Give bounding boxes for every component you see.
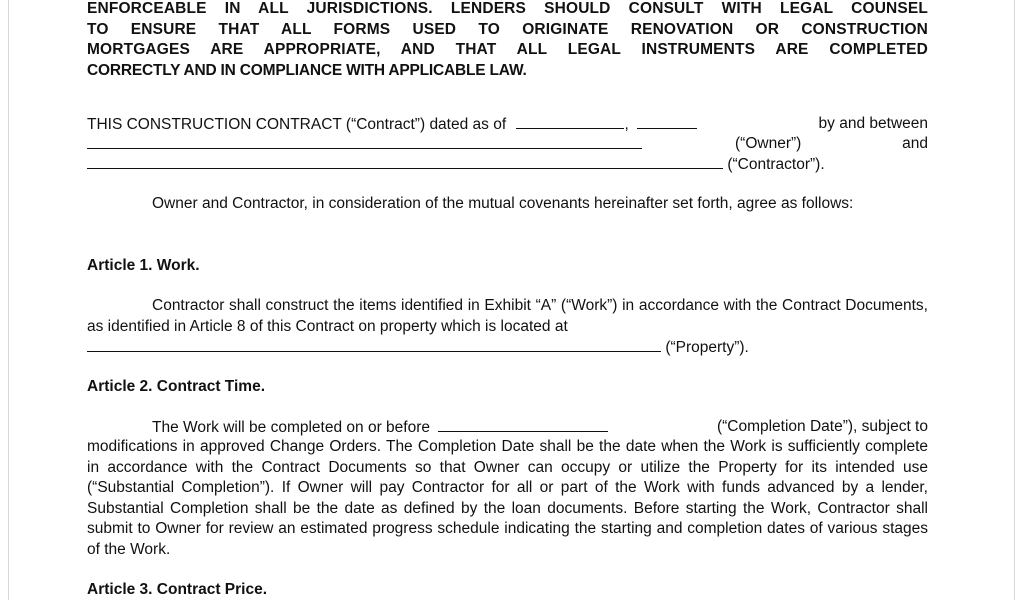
contractor-label: (“Contractor”).: [727, 156, 825, 173]
intro-lead: THIS CONSTRUCTION CONTRACT (“Contract”) dated as of: [87, 116, 507, 133]
article-3-heading: Article 3. Contract Price.: [87, 581, 268, 598]
year-blank: [637, 114, 697, 129]
contractor-name-blank: [87, 154, 723, 169]
property-label: (“Property”).: [665, 339, 749, 356]
legal-warning: [87, 0, 928, 81]
article-1-text: Contractor shall construct the items identified in Exhibit “A” (“Work”) in accordance with the Contract Documents, as identified in Article 8 of this Contract on property which is located at: [87, 297, 928, 335]
intro-and: and: [902, 135, 928, 152]
owner-name-blank: [87, 134, 642, 149]
intro-by-and-between: by and between: [818, 115, 928, 132]
article-2-first-line: [87, 417, 928, 439]
page-edge-left: [8, 0, 9, 600]
warning-line: CORRECTLY AND IN COMPLIANCE WITH APPLICABLE LAW.: [87, 61, 527, 79]
article-2-lead: The Work will be completed on or before: [152, 419, 430, 436]
completion-date-label: (“Completion Date”), subject to: [716, 418, 928, 435]
article-2-paragraph: [87, 437, 928, 560]
warning-line: MORTGAGES ARE APPROPRIATE, AND THAT ALL LEGAL INSTRUMENTS ARE COMPLETED: [87, 41, 928, 58]
article-1-paragraph: [87, 296, 928, 337]
warning-line: TO ENSURE THAT ALL FORMS USED TO ORIGINATE RENOVATION OR CONSTRUCTION: [87, 20, 928, 38]
article-1-property-line: [87, 337, 749, 359]
completion-date-blank: [438, 417, 608, 432]
recital-text: Owner and Contractor, in consideration of the mutual covenants hereinafter set forth, agree as follows:: [152, 195, 854, 212]
intro-line-2: [87, 134, 928, 156]
date-blank: [516, 114, 624, 129]
page-edge-right: [1014, 0, 1015, 600]
intro-comma: ,: [624, 116, 629, 133]
article-2-heading: Article 2. Contract Time.: [87, 378, 266, 395]
intro-line-1: [87, 114, 928, 136]
warning-line: ENFORCEABLE IN ALL JURISDICTIONS. LENDERS SHOULD CONSULT WITH LEGAL COUNSEL: [87, 0, 928, 17]
article-2-text: modifications in approved Change Orders. The Completion Date shall be the date when the Work is sufficiently complete in accordance with the Contract Documents so that Owner can occupy or utilize the Property for its intended use (“Substantial Completion”). If Owner will pay Contractor for all or part of the Work with funds advanced by a lender, Substantial Completion shall be the date as defined by the loan documents. Before starting the Work, Contractor shall submit to Owner for review an estimated progress schedule indicating the starting and completion dates of various stages of the Work.: [87, 438, 928, 558]
intro-line-3: [87, 154, 825, 176]
property-blank: [87, 337, 661, 352]
article-1-heading: Article 1. Work.: [87, 257, 200, 274]
owner-label: (“Owner”): [735, 135, 802, 152]
recital-paragraph: [87, 194, 928, 215]
